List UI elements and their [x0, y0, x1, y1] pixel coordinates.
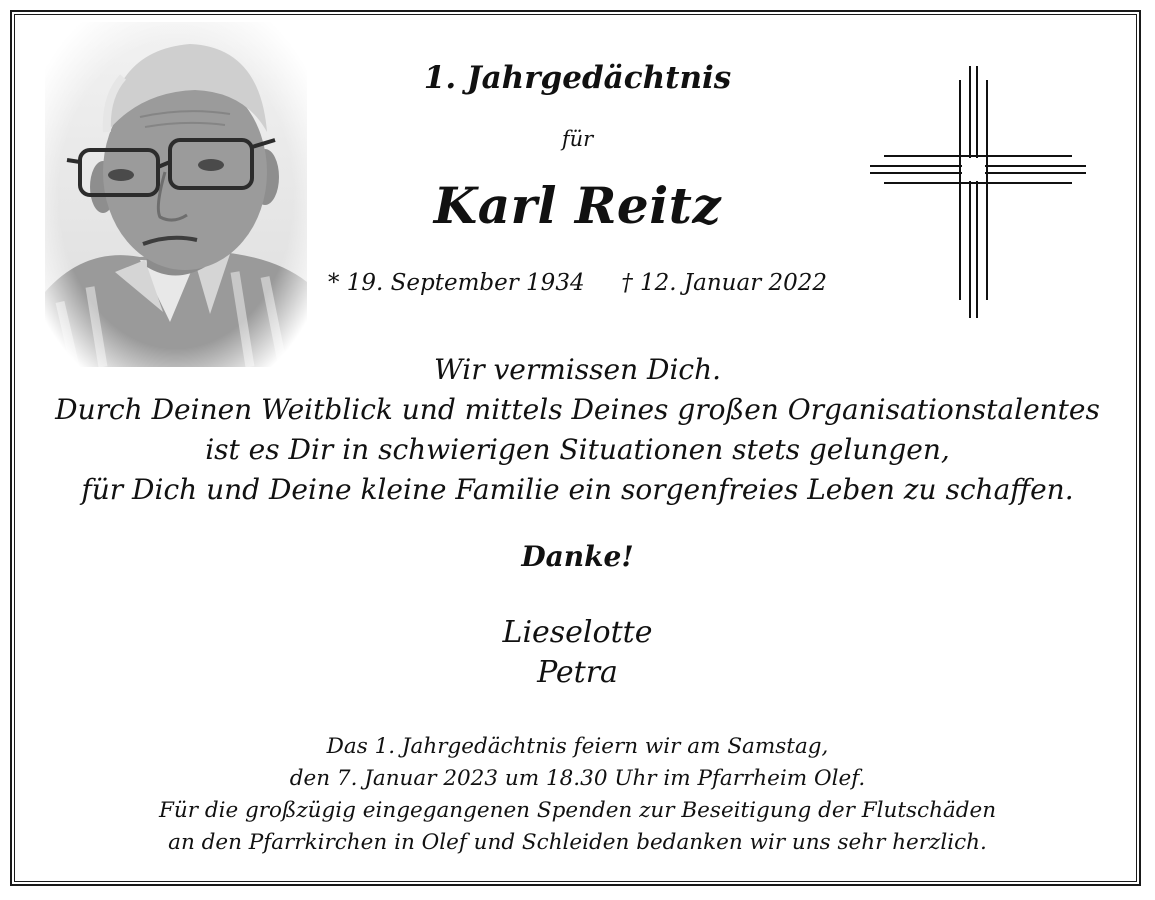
poem-line: ist es Dir in schwierigen Situationen stets gelungen, [205, 433, 950, 466]
poem [0, 350, 1155, 510]
thanks: Danke! [521, 540, 634, 573]
signer-name: Lieselotte [502, 615, 653, 650]
footer-line: Für die großzügig eingegangenen Spenden zur Beseitigung der Flutschäden [158, 798, 997, 823]
for-label: für [561, 127, 594, 151]
footer-text [0, 731, 1155, 859]
signer-name: Petra [537, 655, 618, 690]
heading: 1. Jahrgedächtnis [423, 60, 732, 96]
birth-date: * 19. September 1934 [327, 270, 585, 296]
deceased-name: Karl Reitz [433, 176, 722, 235]
life-dates [0, 270, 1155, 296]
signers [0, 613, 1155, 693]
footer-line: den 7. Januar 2023 um 18.30 Uhr im Pfarrheim Olef. [289, 766, 866, 791]
footer-line: an den Pfarrkirchen in Olef und Schleiden bedanken wir uns sehr herzlich. [168, 830, 987, 855]
poem-line: für Dich und Deine kleine Familie ein sorgenfreies Leben zu schaffen. [81, 473, 1074, 506]
poem-line: Durch Deinen Weitblick und mittels Deines großen Organisationstalentes [55, 393, 1100, 426]
death-date: † 12. Januar 2022 [621, 270, 828, 296]
poem-line: Wir vermissen Dich. [433, 353, 722, 386]
footer-line: Das 1. Jahrgedächtnis feiern wir am Samstag, [326, 734, 829, 759]
